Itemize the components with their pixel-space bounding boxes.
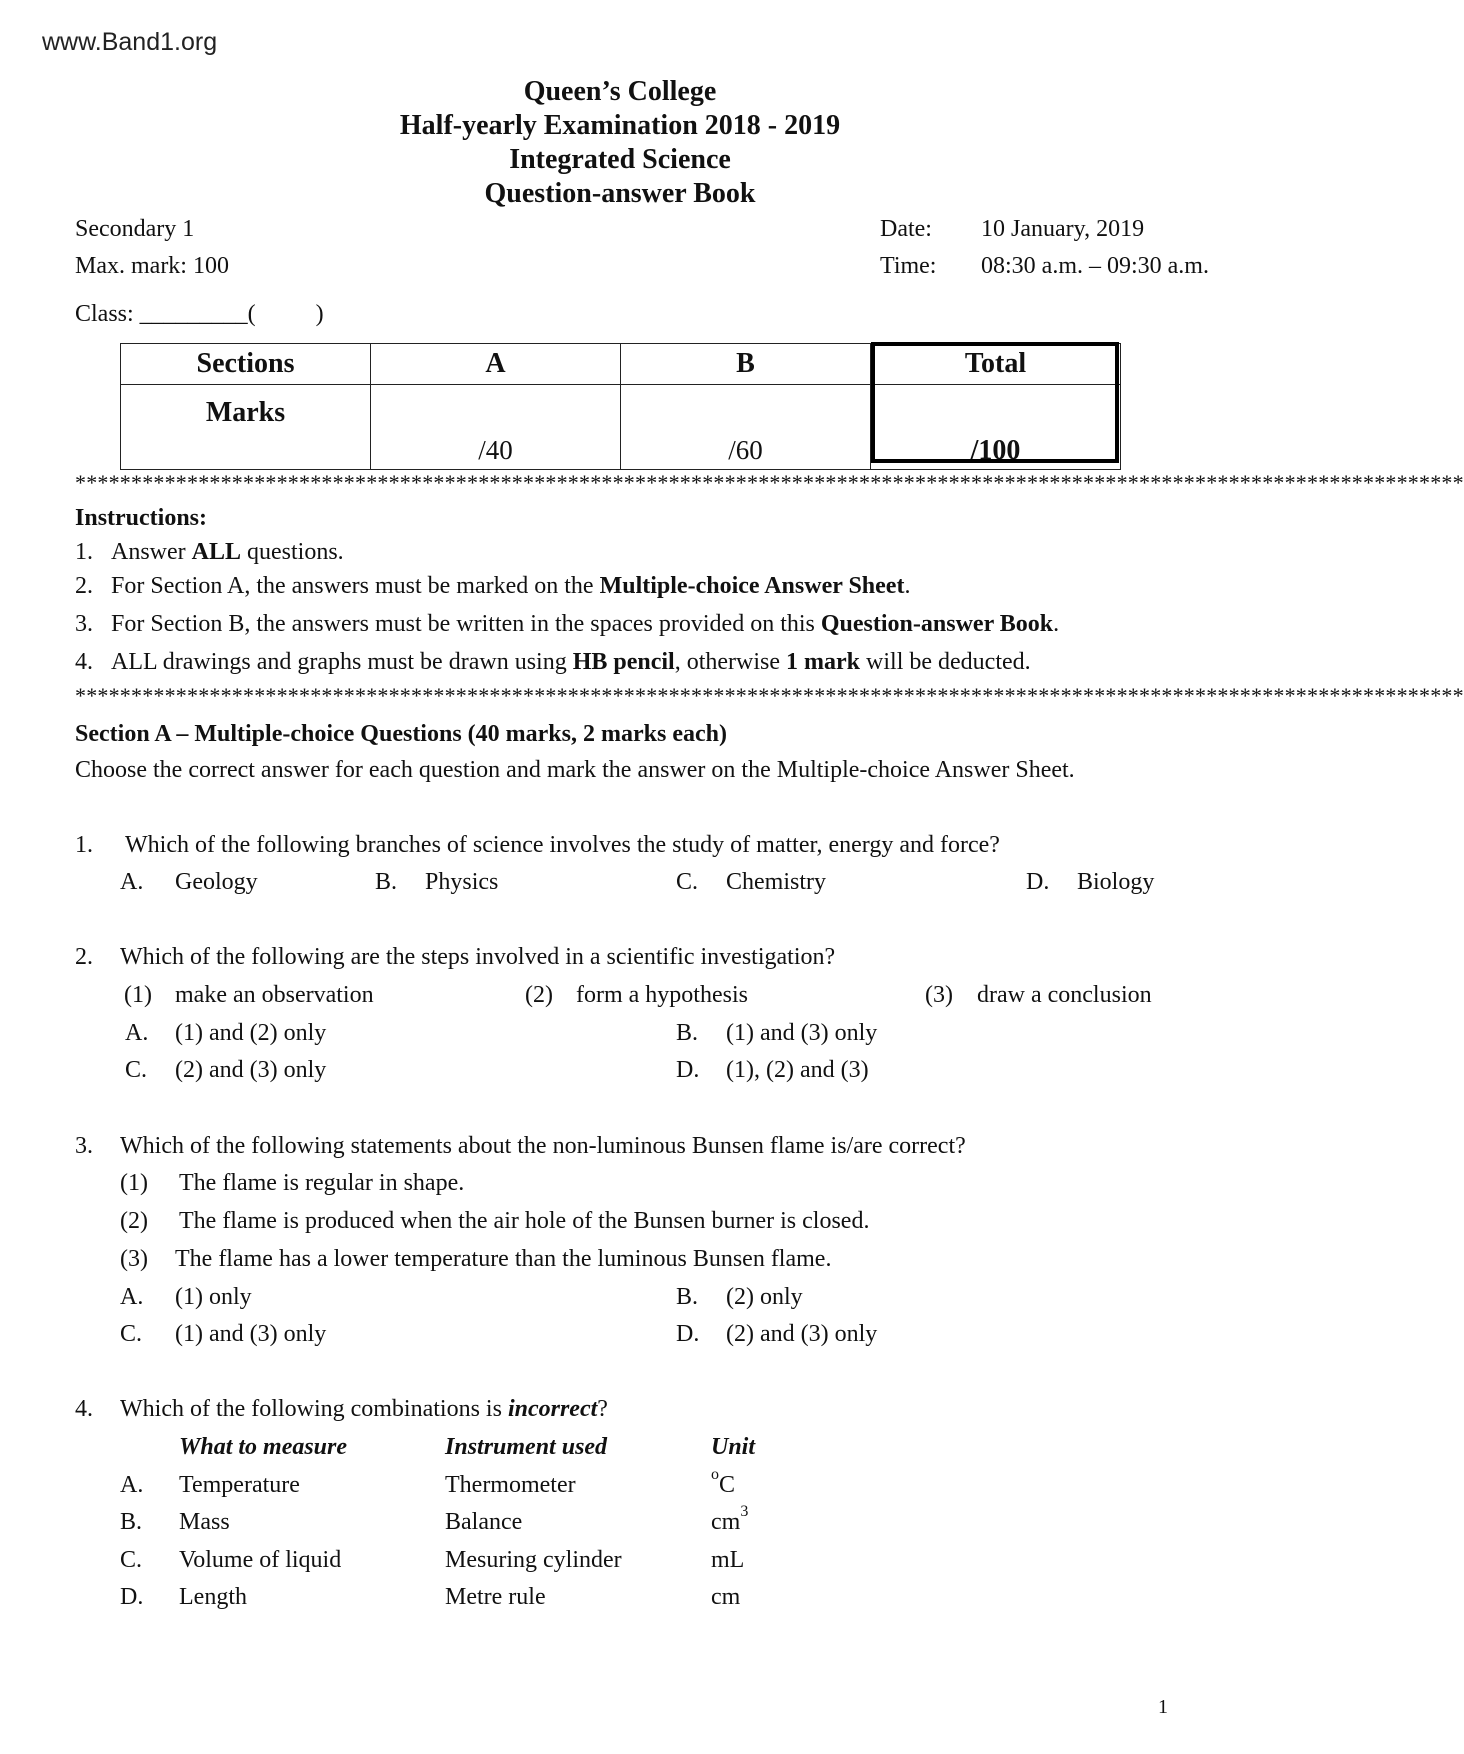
instruction-emphasis: 1 mark <box>786 649 861 675</box>
option-letter: D. <box>676 1321 700 1347</box>
class-field: Class: _________( ) <box>75 301 324 327</box>
unit-superscript: 3 <box>740 1503 749 1520</box>
option-text: (2) only <box>726 1284 803 1310</box>
question-number: 4. <box>75 1396 93 1422</box>
instruction-number: 1. <box>75 539 93 565</box>
column-header-measure: What to measure <box>179 1434 348 1460</box>
option-letter: D. <box>676 1057 700 1083</box>
section-a-heading: Section A – Multiple-choice Questions (40 marks, 2 marks each) <box>75 721 727 747</box>
option-text: (1), (2) and (3) <box>726 1057 869 1083</box>
measure-cell: Length <box>179 1584 247 1610</box>
question-text <box>120 1396 608 1423</box>
option-text: (1) only <box>175 1284 252 1310</box>
instruction-text: For Section B, the answers must be written in the spaces provided on this <box>111 611 821 637</box>
time-value: 08:30 a.m. – 09:30 a.m. <box>981 253 1209 279</box>
date-value: 10 January, 2019 <box>981 216 1145 242</box>
unit-cell <box>711 1503 749 1536</box>
instruction-emphasis: HB pencil <box>572 649 675 675</box>
option-letter: D. <box>120 1584 144 1610</box>
option-letter: C. <box>120 1321 143 1347</box>
instruction-emphasis: Multiple-choice Answer Sheet <box>599 573 905 599</box>
option-text: Geology <box>175 869 258 895</box>
statement-text: draw a conclusion <box>977 982 1152 1008</box>
section-a-marks: /40 <box>478 435 513 465</box>
section-a-intro: Choose the correct answer for each question and mark the answer on the Multiple-choice Answer Sheet. <box>75 757 1075 783</box>
unit-text: cm <box>711 1509 741 1535</box>
question-emphasis: incorrect <box>507 1396 598 1422</box>
instruction-text: questions. <box>241 539 344 565</box>
separator-line: **************************************************************************************************************************** <box>75 470 1464 495</box>
level-label: Secondary 1 <box>75 216 195 242</box>
question-number: 3. <box>75 1133 93 1159</box>
section-b-marks: /60 <box>728 435 763 465</box>
option-text: Chemistry <box>726 869 826 895</box>
total-marks: /100 <box>871 385 1121 470</box>
total-header: Total <box>871 344 1121 385</box>
option-text: (2) and (3) only <box>175 1057 327 1083</box>
option-text: Biology <box>1077 869 1155 895</box>
section-a-header: A <box>371 344 621 385</box>
option-letter: D. <box>1026 869 1050 895</box>
instruction-emphasis: ALL <box>191 539 242 565</box>
column-header-instrument: Instrument used <box>445 1434 608 1460</box>
statement-number: (3) <box>925 982 953 1008</box>
measure-cell: Mass <box>179 1509 230 1535</box>
exam-title: Half-yearly Examination 2018 - 2019 <box>399 110 841 141</box>
option-letter: A. <box>120 1472 144 1498</box>
unit-cell: cm <box>711 1584 741 1610</box>
page-number: 1 <box>1158 1696 1168 1718</box>
marks-row-label: Marks <box>121 385 371 470</box>
statement-number: (1) <box>120 1170 148 1196</box>
question-text: Which of the following are the steps involved in a scientific investigation? <box>120 944 836 970</box>
sections-header: Sections <box>121 344 371 385</box>
option-letter: A. <box>120 1284 144 1310</box>
statement-number: (2) <box>525 982 553 1008</box>
statement-text: The flame is regular in shape. <box>179 1170 465 1196</box>
book-title: Question-answer Book <box>484 178 756 209</box>
instruction-text: For Section A, the answers must be marked on the <box>111 573 600 599</box>
option-text: (2) and (3) only <box>726 1321 878 1347</box>
instruction-item <box>75 611 1059 638</box>
instruction-number: 3. <box>75 611 93 637</box>
instruction-number: 4. <box>75 649 93 675</box>
time-label: Time: <box>880 253 937 279</box>
statement-number: (1) <box>124 982 152 1008</box>
option-letter: A. <box>125 1020 149 1046</box>
option-letter: C. <box>120 1547 143 1573</box>
instrument-cell: Metre rule <box>445 1584 546 1610</box>
instruction-text: . <box>1053 611 1060 637</box>
question-text: Which of the following statements about the non-luminous Bunsen flame is/are correct? <box>120 1133 966 1159</box>
school-name: Queen’s College <box>523 76 717 107</box>
instrument-cell: Mesuring cylinder <box>445 1547 622 1573</box>
option-letter: B. <box>676 1020 699 1046</box>
max-mark-label: Max. mark: 100 <box>75 253 229 279</box>
option-letter: A. <box>120 869 144 895</box>
statement-text: The flame has a lower temperature than the luminous Bunsen flame. <box>175 1246 832 1272</box>
option-letter: C. <box>676 869 699 895</box>
option-text: (1) and (2) only <box>175 1020 327 1046</box>
instruction-item <box>75 539 344 566</box>
option-text: (1) and (3) only <box>175 1321 327 1347</box>
instructions-heading: Instructions: <box>75 505 208 531</box>
column-header-unit: Unit <box>711 1434 756 1460</box>
section-b-header: B <box>621 344 871 385</box>
instruction-item <box>75 573 910 600</box>
option-letter: C. <box>125 1057 148 1083</box>
statement-text: form a hypothesis <box>576 982 748 1008</box>
measure-cell: Volume of liquid <box>179 1547 342 1573</box>
option-text: Physics <box>425 869 499 895</box>
question-number: 2. <box>75 944 93 970</box>
question-text: Which of the following branches of science involves the study of matter, energy and force? <box>125 832 1000 858</box>
option-letter: B. <box>375 869 398 895</box>
instruction-item <box>75 649 1031 676</box>
site-watermark: www.Band1.org <box>42 28 218 56</box>
question-number: 1. <box>75 832 93 858</box>
unit-superscript: o <box>711 1466 719 1483</box>
unit-cell: mL <box>711 1547 745 1573</box>
measure-cell: Temperature <box>179 1472 300 1498</box>
instruction-text: will be deducted. <box>860 649 1031 675</box>
statement-text: The flame is produced when the air hole of the Bunsen burner is closed. <box>179 1208 870 1234</box>
option-letter: B. <box>120 1509 143 1535</box>
statement-number: (2) <box>120 1208 148 1234</box>
option-text: (1) and (3) only <box>726 1020 878 1046</box>
instruction-number: 2. <box>75 573 93 599</box>
statement-number: (3) <box>120 1246 148 1272</box>
instrument-cell: Thermometer <box>445 1472 576 1498</box>
unit-cell <box>711 1466 736 1499</box>
instruction-text: ALL drawings and graphs must be drawn using <box>111 649 573 675</box>
question-text-post: ? <box>597 1396 608 1422</box>
subject-title: Integrated Science <box>509 144 731 175</box>
separator-line: **************************************************************************************************************************** <box>75 683 1464 708</box>
instruction-text: , otherwise <box>674 649 787 675</box>
option-letter: B. <box>676 1284 699 1310</box>
statement-text: make an observation <box>175 982 374 1008</box>
instruction-text: . <box>904 573 911 599</box>
date-label: Date: <box>880 216 932 242</box>
instruction-text: Answer <box>111 539 192 565</box>
instruction-emphasis: Question-answer Book <box>820 611 1054 637</box>
unit-text: C <box>719 1472 736 1498</box>
instrument-cell: Balance <box>445 1509 523 1535</box>
total-box-border <box>871 342 1119 463</box>
question-text-pre: Which of the following combinations is <box>120 1396 508 1422</box>
